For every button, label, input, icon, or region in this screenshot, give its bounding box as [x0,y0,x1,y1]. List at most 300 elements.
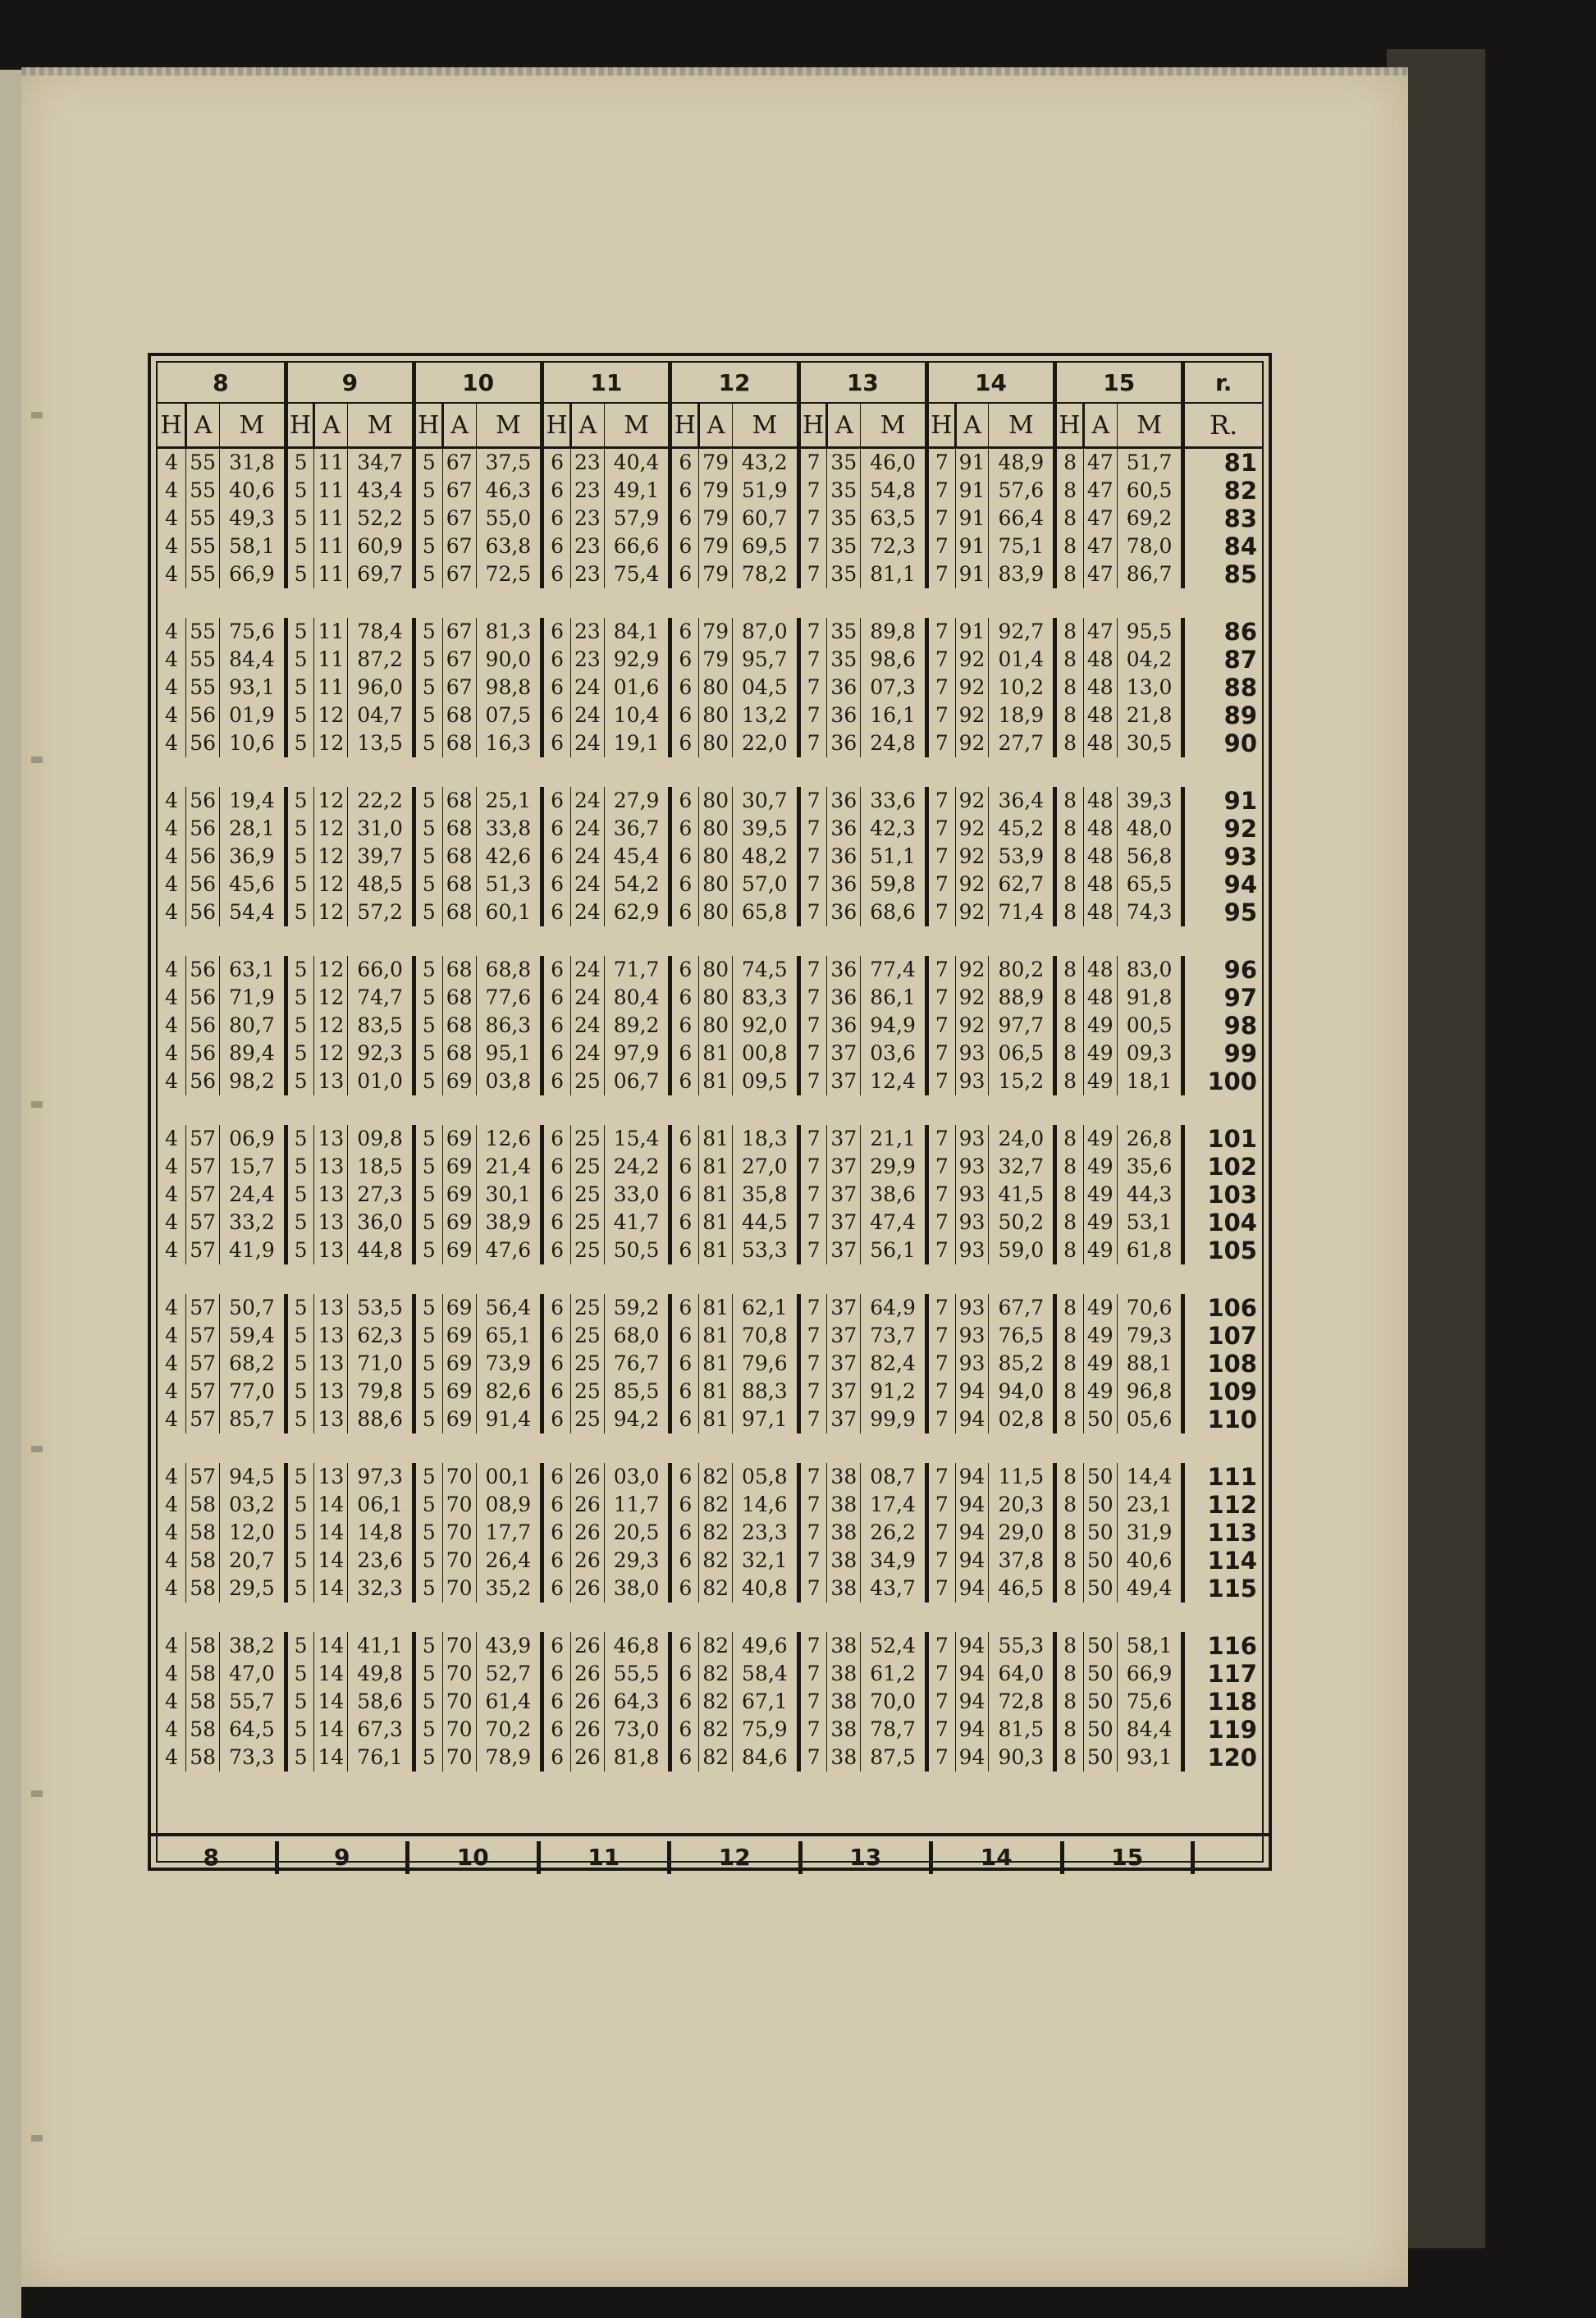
cell-m: 73,3 [220,1744,286,1772]
column-number: 10 [414,363,542,403]
cell-a: 93 [955,1068,989,1095]
cell-h: 5 [286,1068,314,1095]
row-number-r: 117 [1207,1660,1257,1688]
cell-m: 35,2 [476,1575,542,1602]
cell-h: 5 [286,1716,314,1744]
cell-a: 48 [1083,674,1117,702]
cell-m: 58,4 [733,1660,799,1688]
cell-a: 50 [1083,1519,1117,1547]
table-row [158,1463,1262,1491]
cell-a: 81 [699,1125,733,1153]
cell-h: 7 [926,618,955,646]
cell-h: 5 [414,984,442,1012]
cell-h: 5 [286,1491,314,1519]
table-row [158,956,1262,984]
cell-a: 23 [570,477,604,505]
cell-m: 39,7 [348,843,414,871]
cell-m: 48,5 [348,871,414,898]
cell-h: 5 [286,646,314,674]
cell-a: 93 [955,1209,989,1237]
cell-a: 26 [570,1632,604,1660]
table-row [158,1068,1262,1095]
cell-m: 86,7 [1117,560,1183,588]
cell-h: 5 [414,505,442,533]
cell-a: 82 [699,1463,733,1491]
cell-h: 8 [1055,1406,1084,1433]
cell-a: 56 [186,1012,220,1040]
cell-h: 5 [414,729,442,757]
cell-m: 57,9 [604,505,670,533]
cell-a: 58 [186,1547,220,1575]
cell-a: 80 [699,843,733,871]
cell-h: 7 [798,1660,827,1688]
cell-m: 67,7 [989,1294,1055,1322]
cell-m: 90,0 [476,646,542,674]
subheader-m: M [733,403,799,448]
table-row [158,729,1262,757]
column-number: 11 [542,363,670,403]
cell-h: 5 [414,1463,442,1491]
cell-m: 59,0 [989,1237,1055,1264]
cell-h: 7 [926,505,955,533]
cell-m: 30,7 [733,787,799,815]
cell-m: 51,1 [861,843,927,871]
cell-a: 57 [186,1406,220,1433]
row-number-r: 116 [1207,1632,1257,1660]
cell-a: 14 [314,1716,348,1744]
cell-h: 7 [798,1463,827,1491]
cell-h: 7 [926,1068,955,1095]
cell-m: 97,1 [733,1406,799,1433]
cell-h: 5 [414,871,442,898]
cell-a: 70 [442,1660,476,1688]
cell-h: 5 [414,815,442,843]
cell-a: 37 [827,1040,861,1068]
cell-h: 7 [926,646,955,674]
cell-a: 79 [699,646,733,674]
cell-h: 4 [158,477,186,505]
cell-h: 8 [1055,1716,1084,1744]
cell-a: 67 [442,533,476,560]
cell-h: 8 [1055,448,1084,478]
cell-m: 10,4 [604,702,670,729]
cell-a: 80 [699,729,733,757]
cell-m: 53,1 [1117,1209,1183,1237]
cell-h: 7 [798,1491,827,1519]
cell-m: 55,3 [989,1632,1055,1660]
cell-a: 58 [186,1632,220,1660]
cell-m: 73,0 [604,1716,670,1744]
footer-column-numbers [148,1838,1272,1877]
cell-h: 6 [542,1744,571,1772]
cell-h: 5 [286,1153,314,1181]
cell-h: 7 [798,956,827,984]
cell-a: 93 [955,1294,989,1322]
cell-a: 92 [955,898,989,926]
cell-m: 65,5 [1117,871,1183,898]
cell-a: 56 [186,729,220,757]
cell-m: 29,5 [220,1575,286,1602]
cell-a: 79 [699,505,733,533]
cell-m: 98,8 [476,674,542,702]
cell-m: 49,1 [604,477,670,505]
cell-m: 71,9 [220,984,286,1012]
cell-h: 6 [670,729,699,757]
cell-a: 92 [955,646,989,674]
cell-m: 38,6 [861,1181,927,1209]
cell-m: 00,1 [476,1463,542,1491]
cell-a: 68 [442,702,476,729]
cell-a: 12 [314,1040,348,1068]
cell-h: 7 [926,1153,955,1181]
cell-h: 7 [926,1209,955,1237]
cell-a: 56 [186,871,220,898]
subheader-h: H [1055,403,1084,448]
cell-a: 36 [827,843,861,871]
footer-column-number: 12 [671,1841,803,1874]
cell-a: 37 [827,1322,861,1350]
cell-h: 5 [414,1744,442,1772]
cell-h: 5 [286,505,314,533]
cell-a: 94 [955,1519,989,1547]
cell-h: 8 [1055,871,1084,898]
row-number-r: 105 [1207,1237,1257,1264]
cell-h: 6 [670,787,699,815]
cell-m: 38,2 [220,1632,286,1660]
cell-m: 13,0 [1117,674,1183,702]
cell-m: 83,0 [1117,956,1183,984]
cell-h: 6 [670,1125,699,1153]
cell-a: 56 [186,956,220,984]
cell-m: 65,1 [476,1322,542,1350]
cell-m: 88,6 [348,1406,414,1433]
table-row [158,843,1262,871]
cell-a: 48 [1083,729,1117,757]
subheader-a: A [827,403,861,448]
cell-m: 50,5 [604,1237,670,1264]
cell-a: 80 [699,956,733,984]
cell-a: 81 [699,1322,733,1350]
cell-h: 6 [670,871,699,898]
cell-h: 6 [542,1378,571,1406]
table-row [158,1350,1262,1378]
cell-a: 11 [314,477,348,505]
cell-m: 24,8 [861,729,927,757]
cell-m: 24,2 [604,1153,670,1181]
cell-h: 6 [670,1688,699,1716]
cell-m: 82,4 [861,1350,927,1378]
cell-a: 79 [699,533,733,560]
cell-a: 70 [442,1688,476,1716]
cell-m: 71,7 [604,956,670,984]
cell-a: 23 [570,505,604,533]
table-row [158,448,1262,478]
cell-a: 92 [955,729,989,757]
group-spacer [158,1602,1262,1632]
cell-a: 13 [314,1322,348,1350]
cell-a: 48 [1083,815,1117,843]
cell-h: 6 [670,1040,699,1068]
cell-h: 6 [670,1068,699,1095]
cell-h: 8 [1055,533,1084,560]
cell-m: 51,9 [733,477,799,505]
cell-m: 81,5 [989,1716,1055,1744]
cell-h: 5 [286,1406,314,1433]
cell-m: 36,7 [604,815,670,843]
cell-a: 24 [570,674,604,702]
cell-h: 7 [926,1125,955,1153]
cell-m: 30,5 [1117,729,1183,757]
cell-h: 7 [926,560,955,588]
cell-m: 72,3 [861,533,927,560]
cell-h: 5 [414,1012,442,1040]
cell-h: 4 [158,1575,186,1602]
cell-a: 94 [955,1575,989,1602]
cell-h: 7 [926,1350,955,1378]
cell-m: 16,1 [861,702,927,729]
cell-m: 75,6 [1117,1688,1183,1716]
cell-h: 6 [542,1688,571,1716]
cell-h: 4 [158,956,186,984]
cell-a: 57 [186,1181,220,1209]
cell-m: 78,4 [348,618,414,646]
cell-m: 90,3 [989,1744,1055,1772]
cell-m: 61,8 [1117,1237,1183,1264]
cell-a: 81 [699,1294,733,1322]
cell-h: 5 [414,1632,442,1660]
cell-m: 55,0 [476,505,542,533]
cell-m: 68,0 [604,1322,670,1350]
cell-h: 4 [158,1237,186,1264]
cell-h: 5 [414,1716,442,1744]
cell-m: 94,5 [220,1463,286,1491]
cell-m: 84,6 [733,1744,799,1772]
cell-m: 18,5 [348,1153,414,1181]
cell-a: 37 [827,1181,861,1209]
column-number: 12 [670,363,798,403]
cell-a: 56 [186,1040,220,1068]
cell-m: 46,8 [604,1632,670,1660]
cell-m: 02,8 [989,1406,1055,1433]
cell-h: 7 [926,1378,955,1406]
table-row [158,815,1262,843]
cell-h: 7 [798,984,827,1012]
cell-h: 7 [926,1294,955,1322]
cell-m: 33,6 [861,787,927,815]
cell-a: 25 [570,1181,604,1209]
cell-h: 7 [926,1547,955,1575]
cell-h: 5 [286,984,314,1012]
cell-m: 62,9 [604,898,670,926]
cell-a: 38 [827,1716,861,1744]
cell-h: 5 [286,1237,314,1264]
cell-h: 7 [926,477,955,505]
cell-m: 30,1 [476,1181,542,1209]
cell-a: 49 [1083,1012,1117,1040]
cell-h: 8 [1055,787,1084,815]
cell-m: 26,8 [1117,1125,1183,1153]
cell-h: 8 [1055,956,1084,984]
cell-m: 63,1 [220,956,286,984]
cell-h: 5 [414,646,442,674]
conversion-table-inner [156,361,1264,1863]
cell-h: 6 [670,843,699,871]
cell-a: 81 [699,1181,733,1209]
cell-a: 55 [186,646,220,674]
cell-h: 5 [286,702,314,729]
row-number-r: 90 [1223,729,1257,757]
cell-m: 03,0 [604,1463,670,1491]
cell-m: 60,5 [1117,477,1183,505]
cell-m: 98,6 [861,646,927,674]
cell-h: 8 [1055,1491,1084,1519]
cell-h: 7 [798,674,827,702]
cell-h: 6 [542,560,571,588]
cell-a: 49 [1083,1322,1117,1350]
cell-m: 47,0 [220,1660,286,1688]
cell-h: 7 [926,1491,955,1519]
cell-a: 69 [442,1068,476,1095]
cell-m: 32,7 [989,1153,1055,1181]
cell-a: 55 [186,477,220,505]
cell-h: 5 [414,1406,442,1433]
cell-m: 84,1 [604,618,670,646]
cell-h: 6 [542,1294,571,1322]
cell-h: 8 [1055,1125,1084,1153]
cell-m: 10,2 [989,674,1055,702]
cell-h: 8 [1055,729,1084,757]
cell-a: 13 [314,1068,348,1095]
cell-h: 6 [670,674,699,702]
cell-a: 94 [955,1491,989,1519]
cell-h: 6 [542,1463,571,1491]
cell-h: 7 [926,448,955,478]
cell-h: 7 [926,1322,955,1350]
cell-m: 33,0 [604,1181,670,1209]
subheader-m: M [604,403,670,448]
cell-h: 6 [670,1237,699,1264]
cell-m: 61,2 [861,1660,927,1688]
cell-h: 8 [1055,1378,1084,1406]
cell-m: 15,7 [220,1153,286,1181]
cell-m: 85,7 [220,1406,286,1433]
cell-a: 14 [314,1575,348,1602]
cell-a: 91 [955,560,989,588]
cell-m: 84,4 [220,646,286,674]
cell-a: 11 [314,448,348,478]
cell-m: 40,6 [220,477,286,505]
cell-m: 66,4 [989,505,1055,533]
cell-a: 12 [314,729,348,757]
cell-m: 64,5 [220,1716,286,1744]
cell-h: 5 [286,1547,314,1575]
cell-m: 74,7 [348,984,414,1012]
cell-a: 49 [1083,1350,1117,1378]
cell-a: 49 [1083,1040,1117,1068]
cell-m: 53,9 [989,843,1055,871]
cell-m: 68,2 [220,1350,286,1378]
cell-m: 52,7 [476,1660,542,1688]
cell-a: 35 [827,560,861,588]
row-number-r: 92 [1223,815,1257,843]
cell-h: 6 [542,1012,571,1040]
cell-m: 66,9 [220,560,286,588]
cell-m: 92,3 [348,1040,414,1068]
cell-h: 6 [542,1350,571,1378]
cell-a: 57 [186,1378,220,1406]
table-row [158,1378,1262,1406]
cell-m: 96,8 [1117,1378,1183,1406]
cell-a: 24 [570,1040,604,1068]
cell-m: 36,9 [220,843,286,871]
cell-a: 14 [314,1688,348,1716]
cell-a: 25 [570,1378,604,1406]
cell-m: 87,0 [733,618,799,646]
cell-h: 5 [286,1378,314,1406]
cell-a: 36 [827,787,861,815]
cell-a: 47 [1083,477,1117,505]
cell-m: 69,5 [733,533,799,560]
cell-h: 6 [670,815,699,843]
cell-m: 76,1 [348,1744,414,1772]
cell-a: 24 [570,898,604,926]
cell-a: 82 [699,1575,733,1602]
cell-a: 14 [314,1491,348,1519]
subheader-a: A [699,403,733,448]
cell-m: 54,8 [861,477,927,505]
cell-a: 94 [955,1716,989,1744]
cell-h: 5 [414,560,442,588]
cell-a: 35 [827,477,861,505]
subheader-a: A [570,403,604,448]
cell-m: 17,4 [861,1491,927,1519]
cell-h: 5 [414,1378,442,1406]
spacer-cell [158,1433,1262,1463]
cell-m: 37,5 [476,448,542,478]
cell-m: 46,5 [989,1575,1055,1602]
cell-a: 68 [442,871,476,898]
row-number-r: 87 [1223,646,1257,674]
left-page-edge [0,70,21,2318]
cell-m: 46,0 [861,448,927,478]
cell-m: 18,1 [1117,1068,1183,1095]
cell-m: 50,2 [989,1209,1055,1237]
spacer-cell [158,1264,1262,1294]
cell-h: 7 [926,1660,955,1688]
cell-m: 27,7 [989,729,1055,757]
row-number-r: 82 [1223,477,1257,505]
cell-h: 6 [542,477,571,505]
column-number: 9 [286,363,414,403]
group-spacer [158,757,1262,787]
cell-a: 68 [442,1040,476,1068]
cell-m: 42,3 [861,815,927,843]
cell-a: 82 [699,1519,733,1547]
cell-m: 62,3 [348,1322,414,1350]
cell-a: 82 [699,1716,733,1744]
cell-m: 01,4 [989,646,1055,674]
cell-a: 56 [186,787,220,815]
cell-h: 5 [414,1068,442,1095]
cell-m: 97,3 [348,1463,414,1491]
cell-m: 21,1 [861,1125,927,1153]
cell-h: 8 [1055,1012,1084,1040]
cell-m: 11,7 [604,1491,670,1519]
row-number-r: 89 [1223,702,1257,729]
cell-a: 12 [314,843,348,871]
column-number: 8 [158,363,286,403]
cell-a: 91 [955,448,989,478]
